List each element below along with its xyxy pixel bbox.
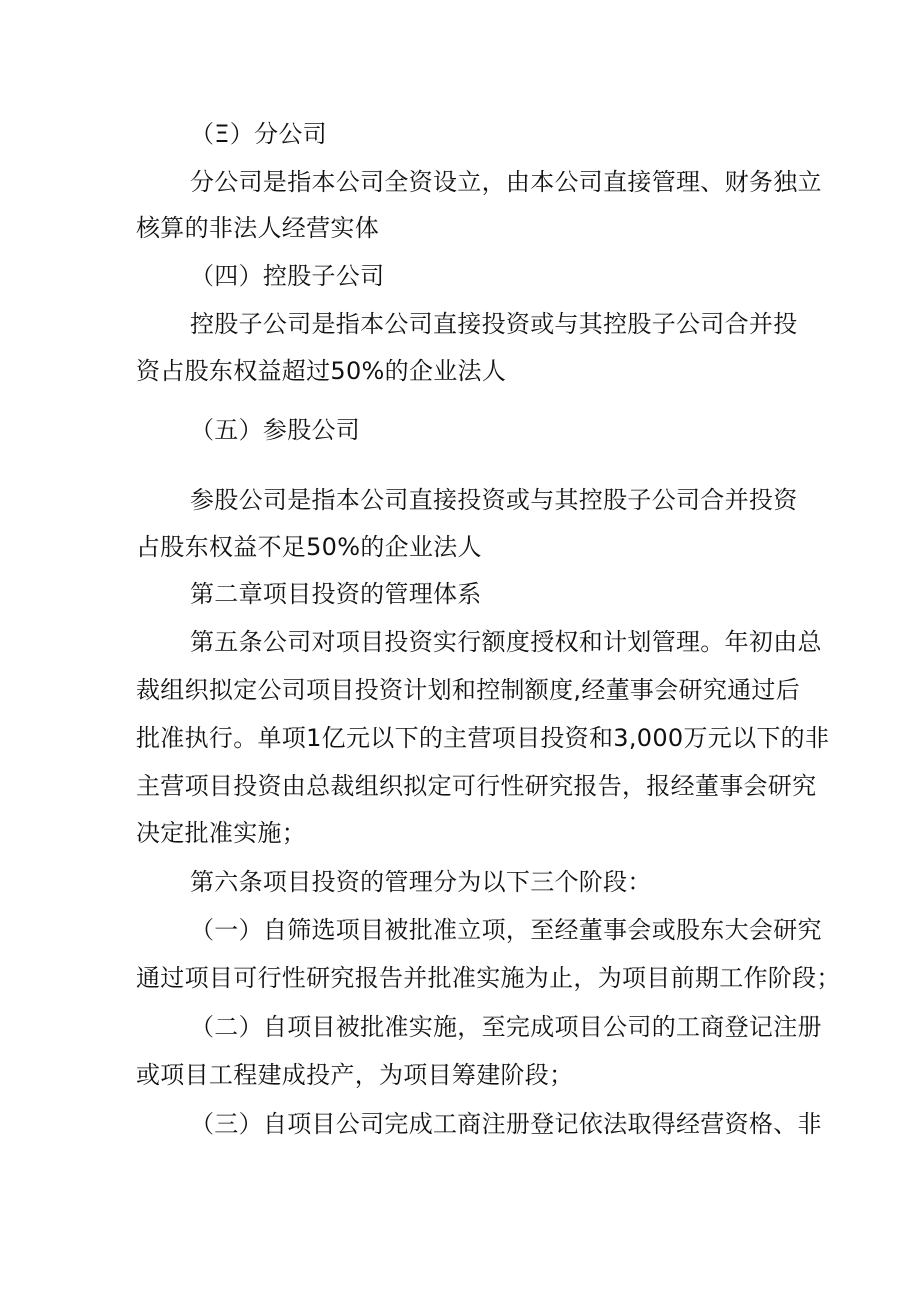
section-heading-branch: （Ξ）分公司	[190, 120, 327, 148]
paragraph-line: 通过项目可行性研究报告并批准实施为止，为项目前期工作阶段；	[136, 964, 841, 992]
paragraph-line: 决定批准实施；	[136, 819, 307, 847]
paragraph-line: 主营项目投资由总裁组织拟定可行性研究报告，报经董事会研究	[136, 772, 817, 800]
stage-one-line: （一）自筛选项目被批准立项，至经董事会或股东大会研究	[190, 916, 822, 944]
section-heading-subsidiary: （四）控股子公司	[190, 262, 385, 290]
paragraph-line: 核算的非法人经营实体	[136, 214, 379, 242]
paragraph-line: 裁组织拟定公司项目投资计划和控制额度,经董事会研究通过后	[136, 676, 801, 704]
paragraph-line: 分公司是指本公司全资设立，由本公司直接管理、财务独立	[190, 168, 822, 196]
paragraph-line: 批准执行。单项1亿元以下的主营项目投资和3,000万元以下的非	[136, 724, 830, 752]
paragraph-line: 控股子公司是指本公司直接投资或与其控股子公司合并投	[190, 310, 798, 338]
paragraph-line: 资占股东权益超过50%的企业法人	[136, 357, 507, 385]
paragraph-line: 参股公司是指本公司直接投资或与其控股子公司合并投资	[190, 486, 798, 514]
paragraph-line: 或项目工程建成投产，为项目筹建阶段；	[136, 1061, 574, 1089]
chapter-heading: 第二章项目投资的管理体系	[190, 580, 482, 608]
article-five-line: 第五条公司对项目投资实行额度授权和计划管理。年初由总	[190, 628, 822, 656]
paragraph-line: 占股东权益不足50%的企业法人	[136, 533, 482, 561]
stage-three-line: （三）自项目公司完成工商注册登记依法取得经营资格、非	[190, 1110, 822, 1138]
stage-two-line: （二）自项目被批准实施，至完成项目公司的工商登记注册	[190, 1013, 822, 1041]
article-six-line: 第六条项目投资的管理分为以下三个阶段：	[190, 868, 652, 896]
section-heading-associate: （五）参股公司	[190, 416, 361, 444]
